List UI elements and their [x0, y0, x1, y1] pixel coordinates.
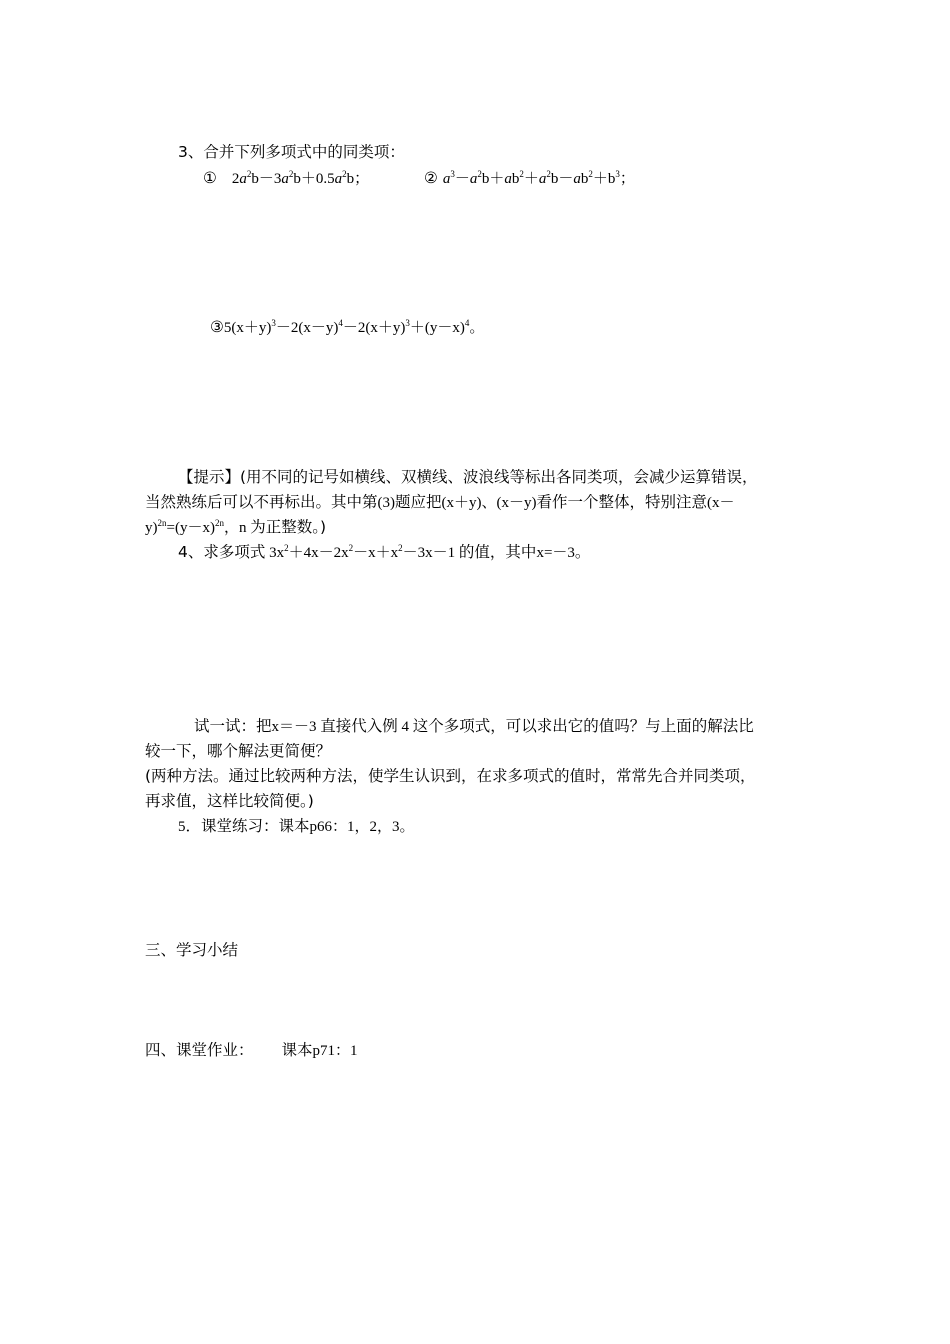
item-1-label: ① [203, 169, 217, 187]
problem-3-item-2: ② $a^3-a^2b+ab^2+a^2b-ab^2+b^3$； [424, 169, 635, 187]
hint-line-2: 当然熟练后可以不再标出。其中第(3)题应把(x＋y)、(x－y)看作一个整体，特别注意(x－ [145, 493, 735, 511]
problem-3-item-3: $③5(x+y)^3-2(x-y)^4-2(x+y)^3+(y-x)^4$。 [210, 318, 485, 336]
practice-line: 5．课堂练习：课本p66：1，2，3。 [178, 817, 415, 835]
section-4-title: 四、课堂作业： [145, 1041, 254, 1059]
trial-line-3: (两种方法。通过比较两种方法，使学生认识到，在求多项式的值时，常常先合并同类项， [145, 767, 756, 785]
trial-line-4: 再求值，这样比较简便。) [145, 792, 314, 810]
item-3-label: ③ [210, 318, 224, 336]
hint-line-3: $y)^{2n}=(y-x)^{2n}$，n 为正整数。) [145, 518, 327, 536]
item-2-label: ② [424, 169, 438, 187]
trial-line-1: 试一试：把x＝－3 直接代入例 4 这个多项式，可以求出它的值吗？与上面的解法比 [194, 717, 754, 735]
trial-line-2: 较一下，哪个解法更简便？ [145, 742, 332, 760]
section-4-line: 四、课堂作业： 课本p71：1 [145, 1041, 358, 1059]
problem-3-item-1: ① $2a^2b-3a^2b+0.5a^2b$； [203, 169, 370, 187]
section-3-title: 三、学习小结 [145, 941, 239, 959]
problem-4: 4、求多项式 $3x^2+4x-2x^2-x+x^2-3x-1$ 的值，其中x=－3。 [178, 543, 591, 561]
problem-3-heading: 3、合并下列多项式中的同类项： [178, 143, 405, 161]
hint-line-1: 【提示】(用不同的记号如横线、双横线、波浪线等标出各同类项，会减少运算错误， [178, 468, 758, 486]
